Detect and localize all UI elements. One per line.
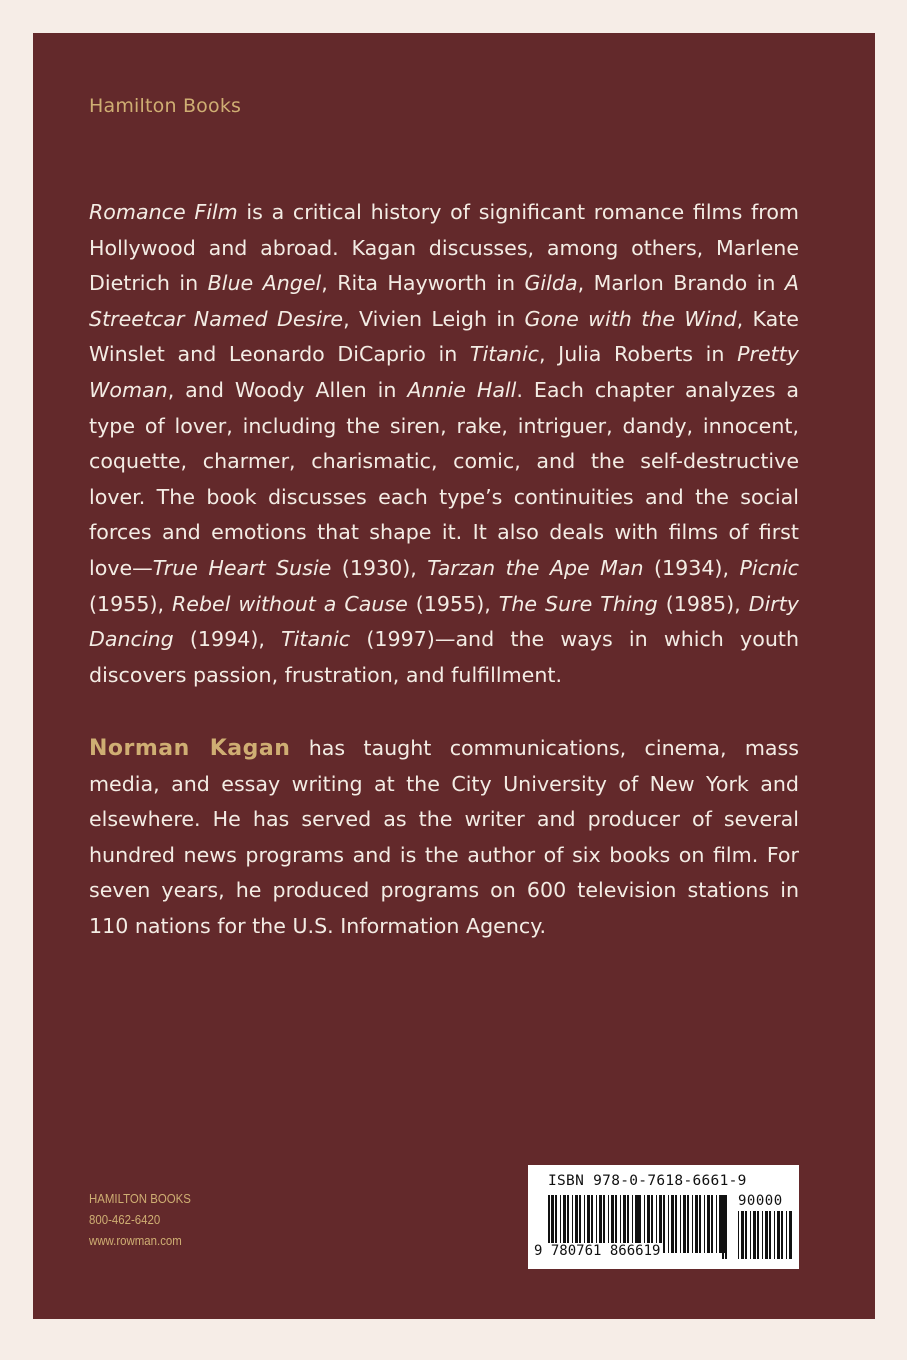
film-title: Titanic bbox=[281, 627, 351, 652]
description-text: (1994), bbox=[173, 627, 282, 652]
film-title: Romance Film bbox=[89, 200, 238, 224]
film-title: A Streetcar Named Desire bbox=[89, 271, 799, 331]
description-text: , Kate Winslet and Leonardo DiCaprio in bbox=[89, 306, 799, 367]
description-text: , Vivien Leigh in bbox=[343, 306, 525, 331]
description-text: , Marlon Brando in bbox=[577, 271, 785, 296]
film-title: Tarzan the Ape Man bbox=[427, 555, 644, 580]
author-bio-text: has taught communications, cinema, mass media, and essay writing at the City University of New York and elsewhere. He has served as the writer and producer of several hundred news programs and is the author of six books on film. For seven years, he produced programs on 600 television stations in 110 nations for the U.S. Information Agency. bbox=[89, 736, 799, 938]
isbn-label: ISBN 978-0-7618-6661-9 bbox=[548, 1173, 747, 1189]
barcode-addon-digits: 90000 bbox=[738, 1193, 783, 1209]
description-text: , Rita Hayworth in bbox=[321, 271, 525, 296]
film-title: Dirty Dancing bbox=[89, 591, 799, 652]
publisher-phone: 800-462-6420 bbox=[89, 1212, 161, 1227]
barcode-digits: 9 780761 866619 bbox=[534, 1243, 661, 1259]
publisher-name: Hamilton Books bbox=[89, 95, 242, 117]
description-text: (1934), bbox=[643, 555, 740, 580]
film-title: Gone with the Wind bbox=[524, 306, 737, 331]
description-text: (1930), bbox=[331, 555, 428, 580]
description-text: (1955), bbox=[89, 591, 172, 616]
film-title: True Heart Susie bbox=[152, 555, 332, 580]
book-description bbox=[89, 195, 799, 693]
back-cover-panel bbox=[33, 33, 875, 1319]
publisher-contact bbox=[89, 1188, 191, 1251]
film-title: Titanic bbox=[469, 342, 539, 367]
publisher-website: www.rowman.com bbox=[89, 1233, 182, 1248]
isbn-barcode bbox=[528, 1165, 799, 1269]
publisher-footer-name: HAMILTON BOOKS bbox=[89, 1191, 191, 1206]
film-title: Gilda bbox=[524, 271, 578, 296]
author-name: Norman Kagan bbox=[89, 736, 291, 761]
film-title: Rebel without a Cause bbox=[172, 591, 408, 616]
description-text: (1997)—and the ways in which youth discovers passion, frustration, and fulfillment. bbox=[89, 627, 799, 687]
film-title: Pretty Woman bbox=[89, 342, 799, 402]
description-text: is a critical history of significant romance films from Hollywood and abroad. Kagan discusses, among others, Marlene Dietrich in bbox=[89, 200, 799, 296]
film-title: Blue Angel bbox=[207, 271, 322, 296]
description-text: , Julia Roberts in bbox=[538, 342, 738, 367]
description-text: (1955), bbox=[407, 591, 499, 616]
description-text: . Each chapter analyzes a type of lover, including the siren, rake, intriguer, dandy, innocent, coquette, charmer, charismatic, comic, and the self-destructive lover. The book discusses each type’s continuities and the social forces and emotions that shape it. It also deals with films of first love— bbox=[89, 377, 799, 580]
film-title: Picnic bbox=[739, 555, 799, 580]
film-title: The Sure Thing bbox=[498, 591, 658, 616]
author-bio bbox=[89, 731, 799, 945]
description-text: , and Woody Allen in bbox=[167, 377, 408, 402]
description-text: (1985), bbox=[657, 591, 749, 616]
film-title: Annie Hall bbox=[407, 377, 517, 402]
